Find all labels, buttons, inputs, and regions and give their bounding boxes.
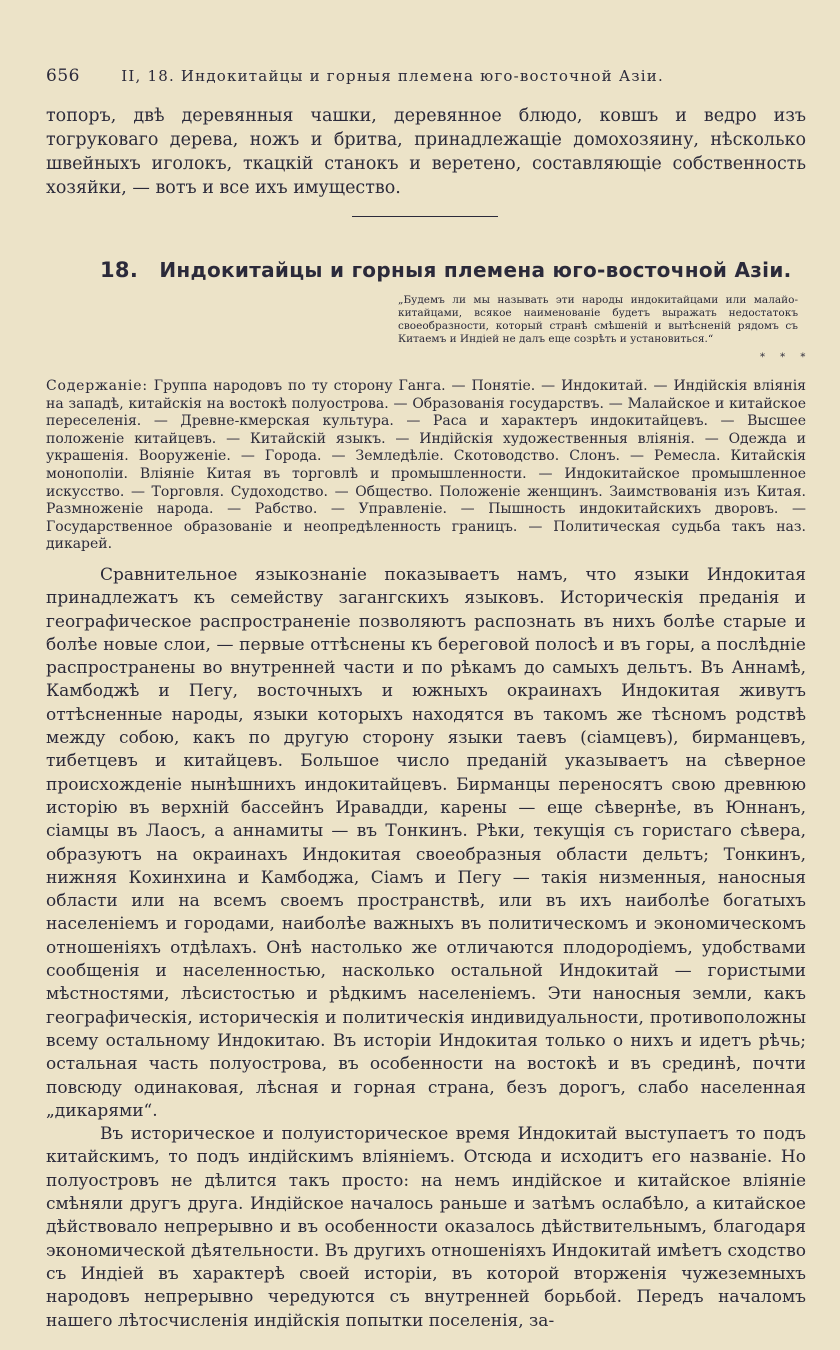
intro-paragraph: топоръ, двѣ деревянныя чашки, деревянное блюдо, ковшъ и ведро изъ тогруковаго дерева, ножъ и бритва, принадлежащіе домохозяину, нѣсколько швейныхъ иголокъ, ткацкій станокъ и веретено, составляющіе собственность хозяйки, — вотъ и все ихъ имущество. bbox=[46, 106, 806, 198]
body-text bbox=[46, 564, 806, 1333]
contents-summary bbox=[46, 378, 806, 554]
section-number: 18. bbox=[100, 258, 139, 282]
running-title: II, 18. Индокитайцы и горныя племена юго-восточной Азіи. bbox=[121, 67, 664, 85]
contents-label: Содержаніе: bbox=[46, 378, 148, 394]
body-paragraph: Въ историческое и полуисторическое время Индокитай выступаетъ то подъ китайскимъ, то подъ индійскимъ вліяніемъ. Отсюда и исходитъ его названіе. Но полуостровъ не дѣлится такъ просто: на немъ индійское и китайское вліяніе смѣняли другъ друга. Индійское началось раньше и затѣмъ ослабѣло, а китайское дѣйствовало непрерывно и въ особенности оказалось дѣйствительнымъ, благодаря экономической дѣятельности. Въ другихъ отношеніяхъ Индокитай имѣетъ сходство съ Индіей въ характерѣ своей исторіи, въ которой вторженія чужеземныхъ народовъ непрерывно чередуются съ внутренней борьбой. Передъ началомъ нашего лѣтосчисленія индійскія попытки поселенія, за- bbox=[46, 1124, 806, 1331]
page-header bbox=[46, 66, 806, 86]
epigraph: „Будемъ ли мы называть эти народы индокитайцами или малайо-китайцами, всякое наименованіе будетъ выражать недостатокъ своеобразности, который странѣ смѣшеній и вытѣсненій рядомъ съ Китаемъ и Индіей не далъ еще созрѣть и установиться.“ bbox=[398, 294, 798, 345]
section-heading bbox=[100, 258, 800, 282]
epigraph-author: * * * bbox=[760, 352, 812, 363]
section-divider bbox=[352, 216, 498, 217]
page-number: 656 bbox=[46, 66, 80, 86]
section-title: Индокитайцы и горныя племена юго-восточной Азіи. bbox=[159, 258, 792, 282]
contents-text: Группа народовъ по ту сторону Ганга. — Понятіе. — Индокитай. — Индійскія вліянія на западѣ, китайскія на востокѣ полуострова. — Образованія государствъ. — Малайское и китайское переселенія. — Древне-кмерская культура. — Раса и характеръ индокитайцевъ. — Высшее положеніе китайцевъ. — Китайскій языкъ. — Индійскія художественныя вліянія. — Одежда и украшенія. Вооруженіе. — Города. — Земледѣліе. Скотоводство. Слонъ. — Ремесла. Китайскія монополіи. Вліяніе Китая въ торговлѣ и промышленности. — Индокитайское промышленное искусство. — Торговля. Судоходство. — Общество. Положеніе женщинъ. Заимствованія изъ Китая. Размноженіе народа. — Рабство. — Управленіе. — Пышность индокитайскихъ дворовъ. — Государственное образованіе и неопредѣленность границъ. — Политическая судьба такъ наз. дикарей. bbox=[46, 378, 807, 553]
body-paragraph: Сравнительное языкознаніе показываетъ намъ, что языки Индокитая принадлежатъ къ семейству загангскихъ языковъ. Историческія преданія и географическое распространеніе позволяютъ распознать въ нихъ болѣе старые и болѣе новые слои, — первые оттѣснены къ береговой полосѣ и въ горы, а послѣдніе распространены во внутренней части и по рѣкамъ до самыхъ дельтъ. Въ Аннамѣ, Камбоджѣ и Пегу, восточныхъ и южныхъ окраинахъ Индокитая живутъ оттѣсненные народы, языки которыхъ находятся въ такомъ же тѣсномъ родствѣ между собою, какъ по другую сторону языки таевъ (сіамцевъ), бирманцевъ, тибетцевъ и китайцевъ. Большое число преданій указываетъ на сѣверное происхожденіе нынѣшнихъ индокитайцевъ. Бирманцы переносятъ свою древнюю исторію въ верхній бассейнъ Иравадди, карены — еще сѣвернѣе, въ Юннанъ, сіамцы въ Лаосъ, а аннамиты — въ Тонкинъ. Рѣки, текущія съ гористаго сѣвера, образуютъ на окраинахъ Индокитая своеобразныя области дельтъ; Тонкинъ, нижняя Кохинхина и Камбоджа, Сіамъ и Пегу — такія низменныя, наносныя области или на всемъ своемъ пространствѣ, или въ ихъ наиболѣе богатыхъ населеніемъ и городами, наиболѣе важныхъ въ политическомъ и экономическомъ отношеніяхъ отдѣлахъ. Онѣ настолько же отличаются плодородіемъ, удобствами сообщенія и населенностью, насколько остальной Индокитай — гористыми мѣстностями, лѣсистостью и рѣдкимъ населеніемъ. Эти наносныя земли, какъ географическія, историческія и политическія индивидуальности, противоположны всему остальному Индокитаю. Въ исторіи Индокитая только о нихъ и идетъ рѣчь; остальная часть полуострова, въ особенности на востокѣ и въ срединѣ, почти повсюду одинаковая, лѣсная и горная страна, безъ дорогъ, слабо населенная „дикарями“. bbox=[46, 565, 806, 1121]
